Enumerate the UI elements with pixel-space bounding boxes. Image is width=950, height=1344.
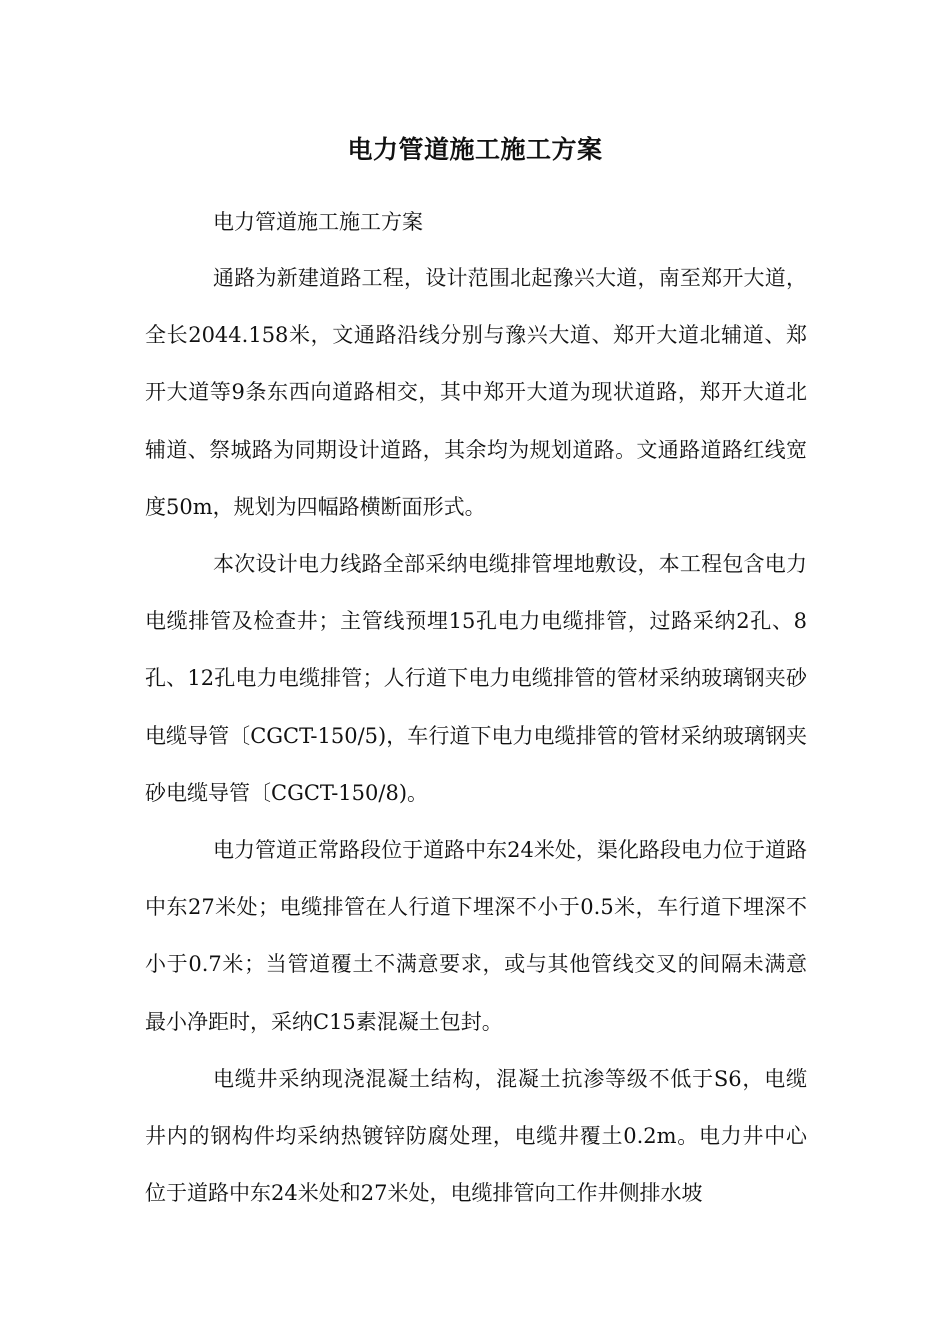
paragraph-project-overview: 通路为新建道路工程，设计范围北起豫兴大道，南至郑开大道，全长2044.158米，文通路沿线分别与豫兴大道、郑开大道北辅道、郑开大道等9条东西向道路相交，其中郑开大道为现状道路，郑开大道北辅道、祭城路为同期设计道路，其余均为规划道路。文通路道路红线宽度50m，规划为四幅路横断面形式。 bbox=[145, 266, 807, 519]
document-title: 电力管道施工施工方案 bbox=[347, 135, 603, 164]
paragraph-cable-design: 本次设计电力线路全部采纳电缆排管埋地敷设，本工程包含电力电缆排管及检查井；主管线预埋15孔电力电缆排管，过路采纳2孔、8孔、12孔电力电缆排管；人行道下电力电缆排管的管材采纳玻璃钢夹砂电缆导管〔CGCT-150/5)，车行道下电力电缆排管的管材采纳玻璃钢夹砂电缆导管〔CGCT-150/8)。 bbox=[145, 552, 807, 805]
paragraph-cable-well: 电缆井采纳现浇混凝土结构，混凝土抗渗等级不低于S6，电缆井内的钢构件均采纳热镀锌防腐处理，电缆井覆土0.2m。电力井中心位于道路中东24米处和27米处，电缆排管向工作井侧排水坡 bbox=[145, 1067, 807, 1206]
paragraph-pipeline-position: 电力管道正常路段位于道路中东24米处，渠化路段电力位于道路中东27米处；电缆排管在人行道下埋深不小于0.5米，车行道下埋深不小于0.7米；当管道覆土不满意要求，或与其他管线交叉的间隔未满意最小净距时，采纳C15素混凝土包封。 bbox=[145, 838, 807, 1034]
document-subtitle: 电力管道施工施工方案 bbox=[213, 210, 423, 234]
